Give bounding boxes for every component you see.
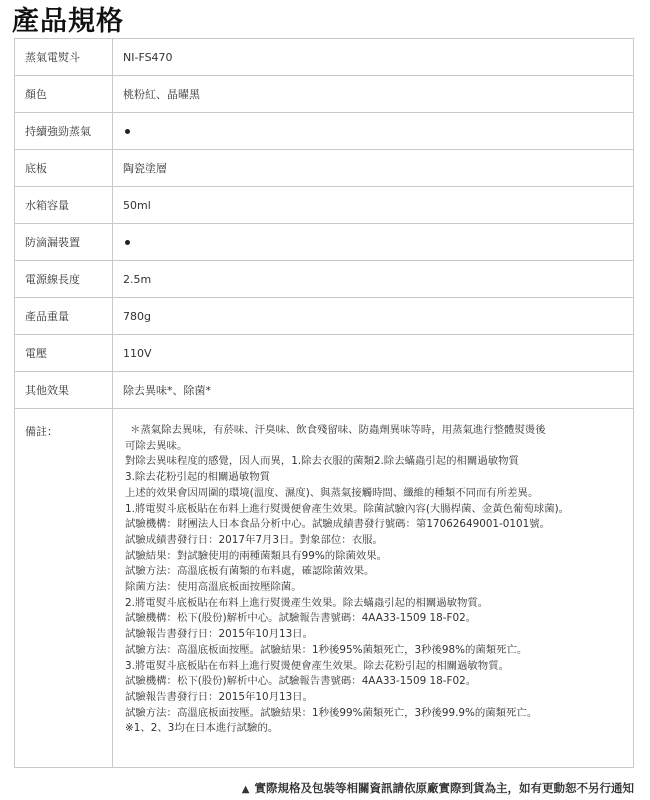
notes-line: 可除去異味。 (125, 439, 188, 452)
spec-label: 其他效果 (15, 372, 113, 409)
spec-value: 50ml (113, 187, 634, 224)
notes-line: 試驗方法：高溫底板面按壓。試驗結果：1秒後99%菌類死亡，3秒後99.9%的菌類死亡。 (125, 706, 538, 719)
spec-row (15, 39, 634, 76)
spec-value: 110V (113, 335, 634, 372)
spec-label: 電壓 (15, 335, 113, 372)
spec-value: 桃粉紅、晶曜黑 (113, 76, 634, 113)
notes-line: 上述的效果會因周圍的環境(溫度、濕度)、與蒸氣接觸時間、纖維的種類不同而有所差異。 (125, 486, 539, 499)
notes-line: 3.除去花粉引起的相關過敏物質 (125, 471, 270, 484)
notes-label: 備註： (15, 409, 113, 768)
notes-line: ※1、2、3均在日本進行試驗的。 (125, 722, 279, 735)
notes-line: 試驗方法：高溫底板面按壓。試驗結果：1秒後95%菌類死亡，3秒後98%的菌類死亡。 (125, 643, 528, 656)
bullet-icon (125, 240, 130, 245)
spec-value: 780g (113, 298, 634, 335)
notes-line: 除菌方法：使用高溫底板面按壓除菌。 (125, 581, 302, 594)
spec-label: 持續強勁蒸氣 (15, 113, 113, 150)
notes-line: 3.將電熨斗底板貼在布料上進行熨燙便會產生效果。除去花粉引起的相關過敏物質。 (125, 659, 509, 672)
spec-value: 除去異味*、除菌* (113, 372, 634, 409)
spec-row (15, 76, 634, 113)
spec-label: 蒸氣電熨斗 (15, 39, 113, 76)
notes-line: 試驗報告書發行日：2015年10月13日。 (125, 628, 313, 641)
spec-row (15, 372, 634, 409)
notes-line: 試驗結果：對試驗使用的兩種菌類具有99%的除菌效果。 (125, 549, 388, 562)
spec-row (15, 187, 634, 224)
spec-row (15, 150, 634, 187)
spec-value (113, 224, 634, 261)
spec-value: 2.5m (113, 261, 634, 298)
spec-row (15, 224, 634, 261)
notes-line: 試驗方法：高溫底板有菌類的布料處，確認除菌效果。 (125, 565, 375, 578)
notes-line: 試驗機構：松下(股份)解析中心。試驗報告書號碼：4AA33-1509 18-F02。 (125, 675, 477, 688)
spec-row (15, 113, 634, 150)
spec-value: 陶瓷塗層 (113, 150, 634, 187)
spec-value (113, 113, 634, 150)
spec-value: NI-FS470 (113, 39, 634, 76)
notes-line: 試驗報告書發行日：2015年10月13日。 (125, 690, 313, 703)
footer-text: 實際規格及包裝等相關資訊請依原廠實際到貨為主，如有更動恕不另行通知 (254, 781, 634, 795)
spec-table (14, 38, 634, 768)
notes-value (113, 409, 634, 768)
spec-row (15, 335, 634, 372)
notes-line: 1.將電熨斗底板貼在布料上進行熨燙便會產生效果。除菌試驗內容(大腸桿菌、金黃色葡萄球菌)。 (125, 502, 570, 515)
footer-disclaimer (242, 780, 634, 796)
spec-label: 防滴漏裝置 (15, 224, 113, 261)
notes-line: 試驗機構：松下(股份)解析中心。試驗報告書號碼：4AA33-1509 18-F02。 (125, 612, 477, 625)
spec-row (15, 261, 634, 298)
spec-label: 產品重量 (15, 298, 113, 335)
spec-row (15, 298, 634, 335)
notes-line: 試驗成績書發行日：2017年7月3日。對象部位：衣服。 (125, 533, 383, 546)
page-title: 產品規格 (12, 6, 124, 37)
notes-line: 試驗機構：財團法人日本食品分析中心。試驗成績書發行號碼：第17062649001-0101號。 (125, 518, 551, 531)
notes-line: ＊蒸氣除去異味，有菸味、汗臭味、飲食殘留味、防蟲劑異味等時，用蒸氣進行整體熨燙後 (130, 424, 546, 436)
notes-line: 2.將電熨斗底板貼在布料上進行熨燙產生效果。除去蟎蟲引起的相關過敏物質。 (125, 596, 489, 609)
triangle-up-icon: ▲ (241, 784, 250, 795)
spec-label: 水箱容量 (15, 187, 113, 224)
spec-label: 底板 (15, 150, 113, 187)
spec-label: 電源線長度 (15, 261, 113, 298)
notes-row (15, 409, 634, 768)
notes-line: 對除去異味程度的感覺，因人而異，1.除去衣服的菌類2.除去蟎蟲引起的相關過敏物質 (125, 455, 519, 468)
notes-text (125, 423, 633, 737)
spec-label: 顏色 (15, 76, 113, 113)
bullet-icon (125, 129, 130, 134)
